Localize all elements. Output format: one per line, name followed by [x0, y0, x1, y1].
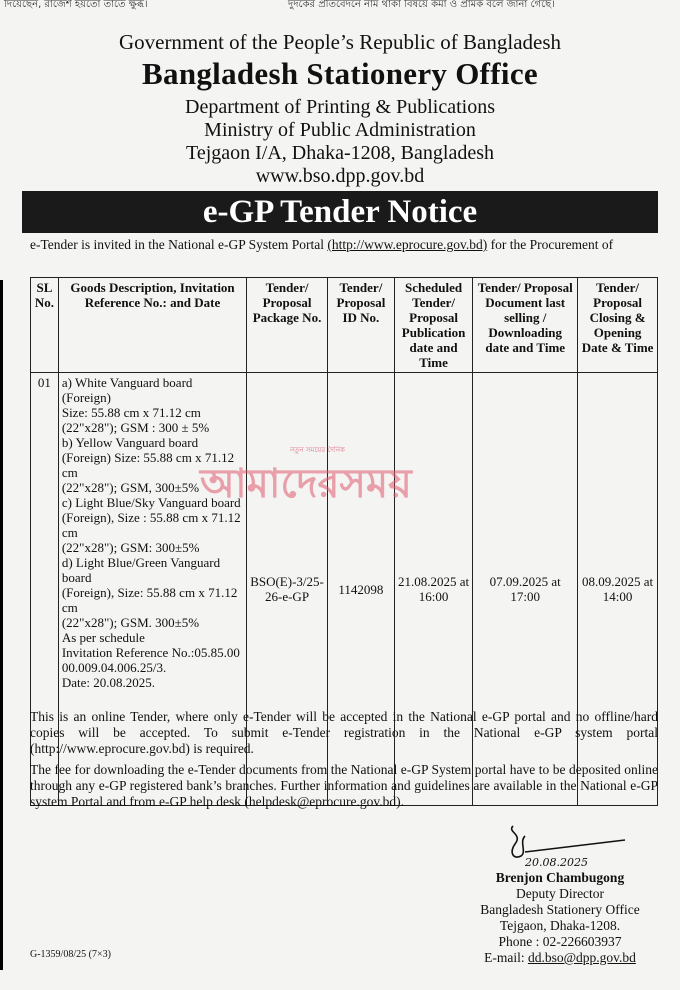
signatory-phone: Phone : 02-226603937 — [498, 934, 622, 949]
goods-line: As per schedule — [61, 630, 145, 645]
intro-text: e-Tender is invited in the National e-GP System Portal — [30, 237, 328, 252]
office-title: Bangladesh Stationery Office — [142, 56, 538, 92]
signature-block — [470, 870, 650, 966]
website-line[interactable]: www.bso.dpp.gov.bd — [255, 164, 425, 187]
goods-line: b) Yellow Vanguard board (Foreign) Size: 55.88 cm x 71.12 cm — [61, 435, 235, 480]
email-label: E-mail: — [484, 950, 528, 965]
goods-line: Date: 20.08.2025. — [61, 675, 155, 690]
address-line: Tejgaon I/A, Dhaka-1208, Bangladesh — [186, 141, 494, 164]
col-header-selling: Tender/ Proposal Document last selling / Downloading date and Time — [473, 278, 578, 373]
goods-line: (22"x28"); GSM: 300±5% — [61, 540, 200, 555]
col-header-closing: Tender/ Proposal Closing & Opening Date & Time — [578, 278, 658, 373]
goods-line: (Foreign), Size: 55.88 cm x 71.12 cm — [61, 585, 238, 615]
online-tender-paragraph: This is an online Tender, where only e-Tender will be accepted in the National e-GP portal and no offline/hard copies will be accepted. To submit e-Tender registration in the National e-GP system portal (http://www.eprocure.gov.bd) is required. — [30, 709, 658, 756]
top-newspaper-strip — [0, 0, 680, 16]
cell-closing: 08.09.2025 at 14:00 — [578, 373, 658, 806]
intro-text-end: for the Procurement of — [487, 237, 614, 252]
tender-banner: e-GP Tender Notice — [22, 191, 658, 233]
signatory-email-line — [470, 950, 650, 966]
col-header-sl: SL No. — [31, 278, 59, 373]
fee-paragraph: The fee for downloading the e-Tender documents from the National e-GP System portal have to be deposited online through any e-GP registered bank’s branches. Further information and guidelines are available in the National e-GP system Portal and from e-GP help desk (helpdesk@eprocure.gov.bd). — [30, 762, 658, 809]
strip-left-text: দিয়েছেন, রাজেশ হয়তো তাতে ক্ষুব্ধ। — [4, 0, 148, 10]
signatory-office: Bangladesh Stationery Office — [480, 902, 640, 917]
notice-header — [20, 30, 660, 188]
signatory-title: Deputy Director — [515, 886, 605, 901]
signature-date: 20.08.2025 — [525, 856, 588, 869]
signatory-name: Brenjon Chambugong — [495, 870, 625, 885]
goods-line: Invitation Reference No.:05.85.0000.009.04.006.25/3. — [61, 645, 240, 675]
col-header-id: Tender/ Proposal ID No. — [327, 278, 394, 373]
table-header-row — [31, 278, 658, 373]
cell-package: BSO(E)-3/25-26-e-GP — [247, 373, 328, 806]
cell-sl: 01 — [31, 373, 59, 806]
col-header-package: Tender/ Proposal Package No. — [247, 278, 328, 373]
goods-line: c) Light Blue/Sky Vanguard board (Foreign), Size : 55.88 cm x 71.12 cm — [61, 495, 241, 540]
newspaper-watermark: আমাদেরসময় — [200, 461, 412, 507]
goods-line: (22"x28"); GSM. 300±5% — [61, 615, 200, 630]
signature-icon — [505, 822, 635, 872]
cell-selling: 07.09.2025 at 17:00 — [473, 373, 578, 806]
col-header-publication: Scheduled Tender/ Proposal Publication date and Time — [394, 278, 472, 373]
eprocure-link[interactable]: (http://www.eprocure.gov.bd) — [327, 237, 488, 252]
cell-publication: 21.08.2025 at 16:00 — [394, 373, 472, 806]
col-header-goods: Goods Description, Invitation Reference No.: and Date — [58, 278, 246, 373]
ministry-line: Ministry of Public Administration — [204, 118, 476, 141]
signatory-address: Tejgaon, Dhaka-1208. — [499, 918, 621, 933]
intro-paragraph — [30, 237, 658, 253]
goods-line: (22"x28"); GSM, 300±5% — [61, 480, 200, 495]
strip-right-text: দুদকের প্রতিবেদনে নাম থাকা বিষয়ে কমা ও প্রামক বলে জানা গেছে। — [288, 0, 555, 10]
page-edge-line — [0, 280, 3, 970]
email-link[interactable]: dd.bso@dpp.gov.bd — [527, 950, 636, 965]
department-line: Department of Printing & Publications — [185, 95, 495, 118]
watermark-tagline: নতুন সময়ের দৈনিক — [290, 446, 345, 454]
notice-code: G-1359/08/25 (7×3) — [30, 949, 111, 960]
goods-line: d) Light Blue/Green Vanguard board — [61, 555, 221, 585]
cell-id: 1142098 — [327, 373, 394, 806]
goods-line: Size: 55.88 cm x 71.12 cm (22"x28"); GSM : 300 ± 5% — [61, 405, 210, 435]
goods-line: a) White Vanguard board (Foreign) — [61, 375, 193, 405]
government-line: Government of the People’s Republic of Bangladesh — [118, 30, 562, 54]
